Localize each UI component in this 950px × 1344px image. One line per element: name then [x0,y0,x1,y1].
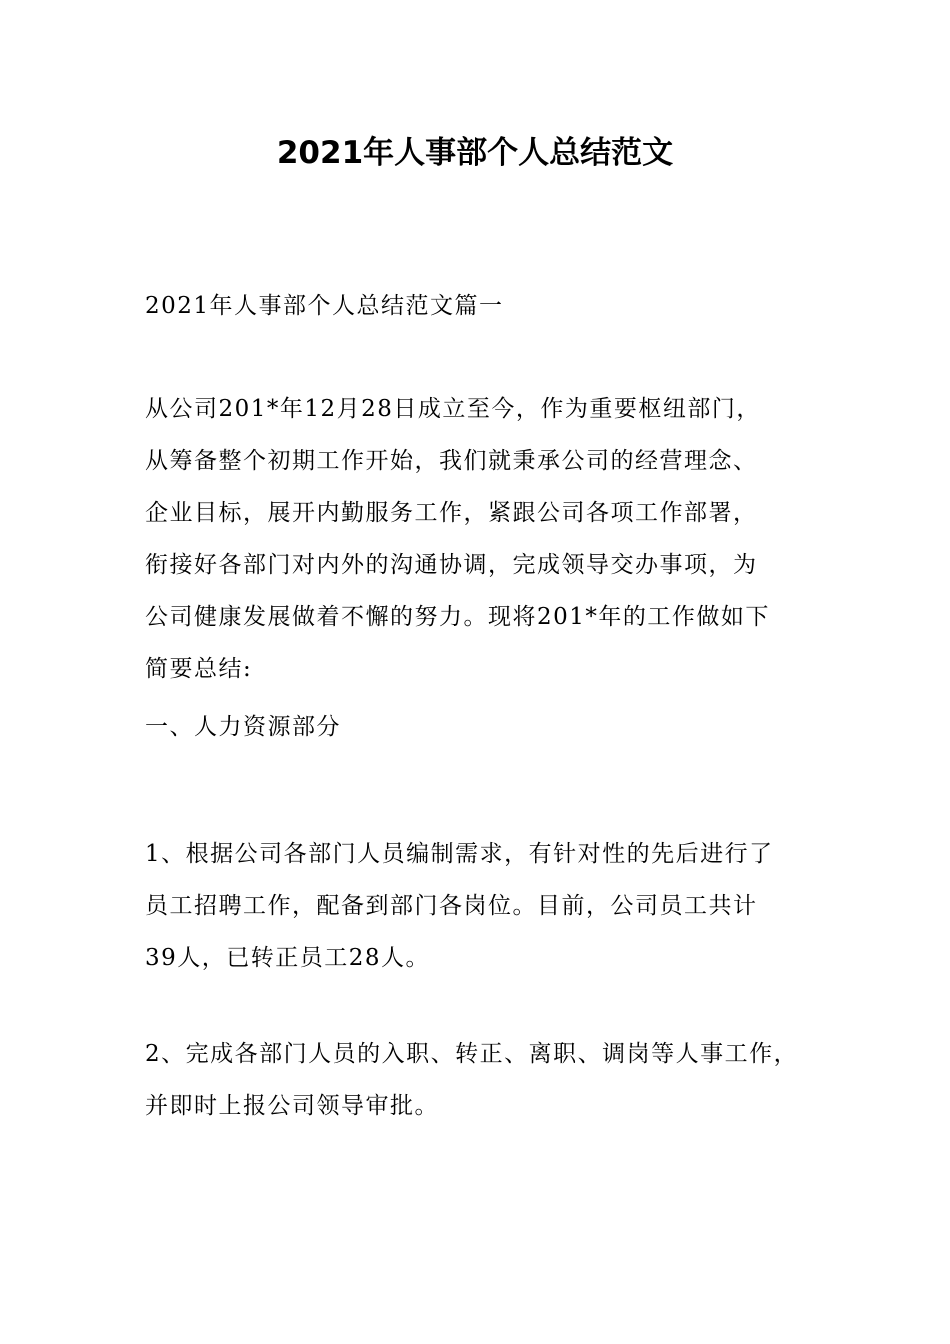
list-item-2 [145,1028,830,1132]
paragraph-line: 39人，已转正员工28人。 [145,945,431,971]
document-title: 2021年人事部个人总结范文 [276,135,674,171]
paragraph-line: 从筹备整个初期工作开始，我们就秉承公司的经营理念、 [145,448,758,474]
section-subtitle [145,280,830,332]
paragraph-line: 员工招聘工作，配备到部门各岗位。目前，公司员工共计 [145,893,758,919]
paragraph-line: 2、完成各部门人员的入职、转正、离职、调岗等人事工作， [145,1041,799,1067]
section-heading [145,701,830,753]
paragraph-line: 并即时上报公司领导审批。 [145,1093,439,1119]
paragraph-line: 从公司201*年12月28日成立至今，作为重要枢纽部门， [145,396,761,422]
heading-line: 一、人力资源部分 [145,714,341,740]
paragraph-line: 简要总结: [145,656,253,682]
paragraph-line: 公司健康发展做着不懈的努力。现将201*年的工作做如下 [145,604,770,630]
paragraph-line: 衔接好各部门对内外的沟通协调，完成领导交办事项，为 [145,552,758,578]
list-item-1 [145,828,830,984]
paragraph-line: 企业目标，展开内勤服务工作，紧跟公司各项工作部署， [145,500,758,526]
intro-paragraph [145,383,830,695]
subtitle-line: 2021年人事部个人总结范文篇一 [145,293,504,319]
paragraph-line: 1、根据公司各部门人员编制需求，有针对性的先后进行了 [145,841,774,867]
